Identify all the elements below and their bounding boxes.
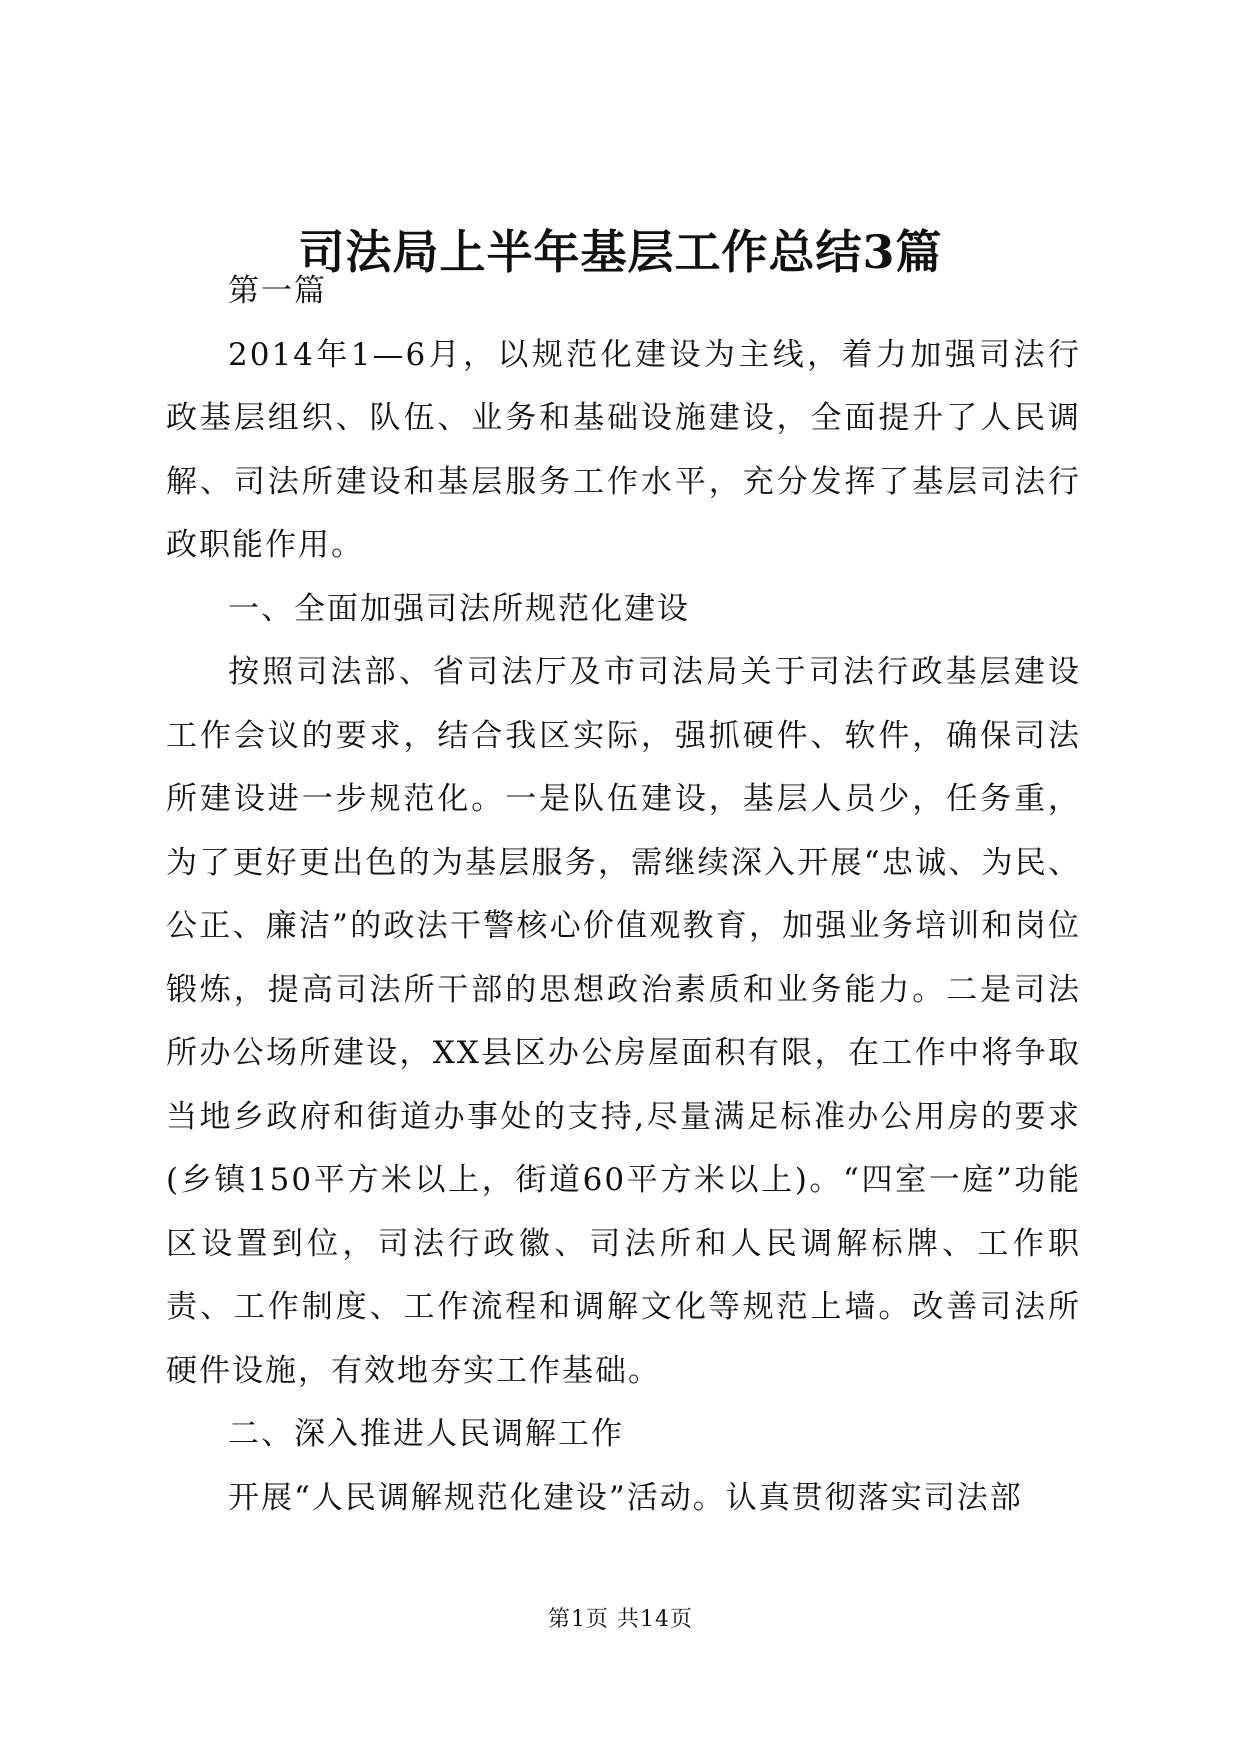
body-paragraph-1: 按照司法部、省司法厅及市司法局关于司法行政基层建设工作会议的要求，结合我区实际，强抓硬件、软件，确保司法所建设进一步规范化。一是队伍建设，基层人员少，任务重，为了更好更出色的为基层服务，需继续深入开展“忠诚、为民、公正、廉洁”的政法干警核心价值观教育，加强业务培训和岗位锻炼，提高司法所干部的思想政治素质和业务能力。二是司法所办公场所建设，XX县区办公房屋面积有限，在工作中将争取当地乡政府和街道办事处的支持,尽量满足标准办公用房的要求(乡镇150平方米以上，街道60平方米以上)。“四室一庭”功能区设置到位，司法行政徽、司法所和人民调解标牌、工作职责、工作制度、工作流程和调解文化等规范上墙。改善司法所硬件设施，有效地夯实工作基础。 <box>166 654 1081 1389</box>
section-heading-2: 二、深入推进人民调解工作 <box>228 1416 624 1452</box>
document-title: 司法局上半年基层工作总结3篇 <box>298 225 943 279</box>
document-body <box>166 260 1081 1530</box>
section-heading-1: 一、全面加强司法所规范化建设 <box>228 590 690 627</box>
intro-paragraph: 2014年1—6月，以规范化建设为主线，着力加强司法行政基层组织、队伍、业务和基础设施建设，全面提升了人民调解、司法所建设和基层服务工作水平，充分发挥了基层司法行政职能作用。 <box>166 336 1081 563</box>
page-footer: 第1页 共14页 <box>548 1607 693 1632</box>
section-heading-part-one: 第一篇 <box>228 273 327 309</box>
body-paragraph-2: 开展“人民调解规范化建设”活动。认真贯彻落实司法部 <box>228 1479 1023 1516</box>
